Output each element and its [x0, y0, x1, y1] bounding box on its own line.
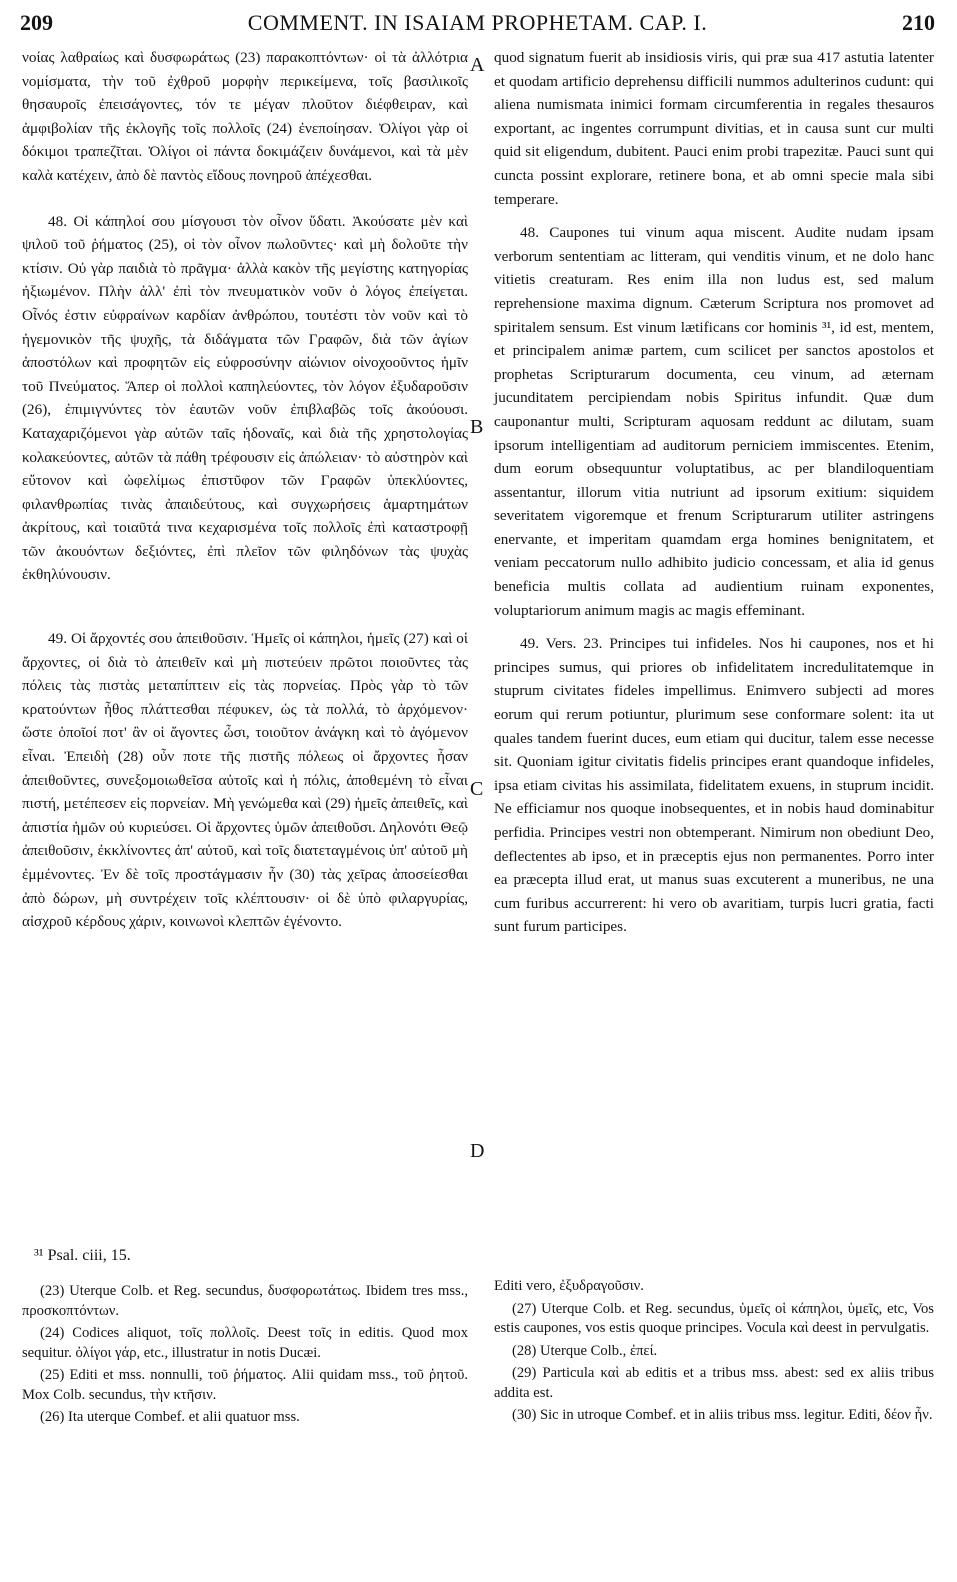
- footnote: (24) Codices aliquot, τοῖς πολλοῖς. Deest τοῖς in editis. Quod mox sequitur. ὀλίγοι γάρ, etc., illustratur in notis Ducæi.: [22, 1325, 468, 1361]
- margin-letter-c: C: [470, 778, 484, 800]
- footnote: (30) Sic in utroque Combef. et in aliis tribus mss. legitur. Editi, δέον ἦν.: [512, 1407, 933, 1423]
- footnote: Editi vero, ἐξυδραγοῦσιν.: [494, 1278, 644, 1294]
- margin-letter-b: B: [470, 416, 484, 438]
- margin-letter-a: A: [470, 54, 485, 76]
- footnotes-left: [22, 1282, 468, 1431]
- page-number-right: 210: [902, 10, 935, 35]
- footnote: (28) Uterque Colb., ἐπεί.: [512, 1342, 658, 1359]
- latin-column: [494, 46, 934, 939]
- greek-column: [22, 46, 468, 934]
- footnotes-right: [494, 1277, 934, 1429]
- footnote: (29) Particula καὶ ab editis et a tribus mss. abest: sed ex aliis tribus addita est.: [494, 1365, 934, 1401]
- footnote: (26) Ita uterque Combef. et alii quatuor mss.: [40, 1409, 300, 1425]
- greek-paragraph: νοίας λαθραίως καὶ δυσφωράτως (23) παρακοπτόντων· οἱ τὰ ἀλλότρια νομίσματα, τὴν τοῦ ἐχθροῦ μορφὴν περικείμενα, τοῖς βασιλικοῖς θησαυροῖς ἐπεισάγοντες, τόν τε μέγαν πλοῦτον διέφθειραν, καὶ ἀμφιβολίαν τῆς ἐκλογῆς τοῖς πολλοῖς (24) ἐνεποίησαν. Ὀλίγοι γὰρ οἱ δόκιμοι τραπεζῖται. Ὀλίγοι οἱ πάντα δοκιμάζειν δυνάμενοι, καὶ τὰ μὲν καλὰ κατέχειν, ἀπὸ δὲ παντὸς εἴδους πονηροῦ ἀπέχεσθαι.: [22, 49, 468, 184]
- greek-paragraph: 49. Οἱ ἄρχοντές σου ἀπειθοῦσιν. Ἡμεῖς οἱ κάπηλοι, ἡμεῖς (27) καὶ οἱ ἄρχοντες, οἱ διὰ τὸ ἀπειθεῖν καὶ μὴ πιστεύειν πρῶτοι ποιοῦντες τὰς πόλεις τὰς πιστὰς μεταπίπτειν εἰς τὰς πορνείας. Πρὸς γὰρ τὸ τῶν κρατούντων ἦθος πλάττεσθαι πέφυκεν, ὡς τὰ πολλά, τὸ ἀρχόμενον· ὥστε ὁποῖοί ποτ' ἂν οἱ ἄγοντες ὦσι, τοιοῦτον ἀνάγκη καὶ τὸ ἀγόμενον εἶναι. Ἐπειδὴ (28) οὖν ποτε τῆς πιστῆς πόλεως οἱ ἄρχοντες ἦσαν ἀπειθοῦντες, συνεξομοιωθεῖσα αὐτοῖς καὶ ἡ πόλις, ἀποθεμένη τὸ εἶναι πιστή, μετέπεσεν εἰς πορνείαν. Μὴ γενώμεθα καὶ (29) ἡμεῖς ἀπειθεῖς, καὶ ἀπιστία ἡμῶν οὐ κυριεύσει. Οἱ ἄρχοντες ὑμῶν ἀπειθοῦσι. Δηλονότι Θεῷ ἀπειθοῦσιν, ἐκκλίνοντες ἀπ' αὐτοῦ, καὶ τοῖς διατεταγμένοις ὑπ' αὐτοῦ μὴ ἐμμένοντες. Ἐν δὲ τοῖς προστάγμασιν ἦν (30) τὰς χεῖρας ἀποσείεσθαι ἀπὸ δώρων, μὴ συντρέχειν τοῖς κλέπτουσιν· οἱ δὲ ὑπὸ φιλαργυρίας, αἰσχροῦ κέρδους χάριν, κοινωνοὶ κλεπτῶν ἐγένοντο.: [22, 630, 468, 931]
- latin-paragraph: quod signatum fuerit ab insidiosis viris, qui præ sua 417 astutia latenter et quodam artificio deprehensu difficili nummos adulterinos cudunt: qui aliena numismata inimici formam circumferentia in regales thesauros exportant, ac ingentes corrumpunt divitias, et in causa sunt cur multi quid sit eligendum, dubitent. Pauci enim probi trapezitæ. Pauci sunt qui cuncta possint explorare, retinere bona, et ab omni specie mala sibi temperare.: [494, 49, 934, 208]
- footnote: (23) Uterque Colb. et Reg. secundus, δυσφορωτάτως. Ibidem tres mss., προσκοπτόντων.: [22, 1283, 468, 1319]
- page-header: [20, 10, 935, 44]
- scripture-reference: ³¹ Psal. ciii, 15.: [34, 1247, 131, 1264]
- greek-paragraph: 48. Οἱ κάπηλοί σου μίσγουσι τὸν οἶνον ὕδατι. Ἀκούσατε μὲν καὶ ψιλοῦ τοῦ ῥήματος (25), οἱ τὸν οἶνον πωλοῦντες· καὶ μὴ δολοῦτε τὴν κτίσιν. Οὐ γὰρ παιδιὰ τὸ πρᾶγμα· ἀλλὰ κακὸν τῆς μεγίστης κατηγορίας ἠξιωμένον. Πλὴν ἀλλ' ἐπὶ τὸν πνευματικὸν νοῦν ὁ λόγος ἐπείγεται. Οἶνός ἐστιν εὐφραίνων καρδίαν ἀνθρώπου, τουτέστι τὸν νοῦν καὶ τὸ ἡγεμονικὸν τῆς ψυχῆς, τὰ διδάγματα τῶν Γραφῶν, διὰ τῶν ἁγίων ἀποστόλων καὶ προφητῶν εἰς εὐφροσύνην αἰώνιον οἰνοχοοῦντος ἡμῖν τοῦ Πνεύματος. Ἅπερ οἱ πολλοὶ καπηλεύοντες, τὸν λόγον ἐξυδαροῦσιν (26), ἐπιμιγνύντες τὸν ἑαυτῶν νοῦν ἐπιβλαβῶς τοῖς ἀκούουσι. Καταχαριζόμενοι γὰρ αὐτῶν ταῖς ἡδοναῖς, καὶ διὰ τῆς χρηστολογίας κολακεύοντες, αὐτῶν τὰ πάθη τρέφουσιν εἰς ἀπώλειαν· τὸ αὐστηρὸν καὶ εὔτονον καὶ ὠφελίμως ἐπιστῦφον τῶν Γραφῶν ὑπεκλύοντες, φιλανθρωπίας τινὰς ἀπαιδεύτους, καὶ συγχωρήσεις ἁμαρτημάτων ἀκρίτους, καὶ τοιαῦτά τινα κεχαρισμένα τοῖς πολλοῖς ἐπὶ καταστροφῇ τῶν ἀκουόντων δεξιόντες, ἐπὶ πλεῖον τῶν φιληδόνων τὰς ψυχὰς ἐκθηλύνουσιν.: [22, 212, 468, 584]
- footnote: (25) Editi et mss. nonnulli, τοῦ ῥήματος. Alii quidam mss., τοῦ ῥητοῦ. Mox Colb. secundus, τὴν κτῆσιν.: [22, 1367, 468, 1403]
- latin-paragraph: 48. Caupones tui vinum aqua miscent. Audite nudam ipsam verborum sententiam ac litteram, qui venditis vinum, et ne dolo hanc vitietis creaturam. Res enim illa non ludus est, sed malum reprehensione maxima dignum. Cæterum Scriptura nos promovet ad spiritalem sensum. Est vinum lætificans cor hominis ³¹, id est, mentem, et principalem animæ partem, cum scilicet per sanctos apostolos et prophetas Scripturarum documenta, ceu vinum, ad æternam jucunditatem percipiendam nobis Spiritus infundit. Quæ dum cauponantur multi, Scripturam aquosam reddunt ac dilutam, suam ipsorum intelligentiam ad auditorum perniciem immiscentes. Etenim, dum eorum obsequuntur voluptatibus, ac per blandiloquentiam assentantur, illorum vitia nutriunt ad ipsorum exitium: siquidem severitatem vigoremque et frenum Scripturarum utiliter astringens enervante, et imperitam quamdam erga homines benignitatem, et veniam peccatorum nullo adhibito judicio concessam, et alia id genus beneficia multis collata ad audientium ruinam exponentes, voluptariorum animum magis ac magis effeminant.: [494, 224, 934, 619]
- footnote: (27) Uterque Colb. et Reg. secundus, ὑμεῖς οἱ κάπηλοι, ὑμεῖς, etc, Vos estis caupones, vos estis quoque principes. Vocula καὶ deest in pervulgatis.: [494, 1300, 934, 1336]
- page-number-left: 209: [20, 10, 53, 35]
- running-title: COMMENT. IN ISAIAM PROPHETAM. CAP. I.: [247, 10, 708, 35]
- latin-paragraph: 49. Vers. 23. Principes tui infideles. Nos hi caupones, nos et hi principes sumus, qui priores ob infidelitatem incredulitatemque in stuprum civitates fideles impellimus. Enimvero subjecti ad mores eorum qui rerum potiuntur, plurimum sese conformare solent: ita ut quales tandem fuerint duces, eum etiam qui ducitur, talem esse necesse sit. Quoniam igitur civitatis fidelis principes erant quandoque infideles, ipsa etiam civitas his assimilata, fidelitatem exuens, in stuprum incidit. Ne efficiamur nos quoque inobsequentes, et in nobis haud dominabitur perfidia. Principes vestri non obtemperant. Nimirum non obediunt Deo, deflectentes ab ipso, et in præceptis ejus non permanentes. Porro inter ea præcepta illud erat, ut manus suas excuterent a muneribus, ne una cum furibus accurrerent: hi vero ob avaritiam, turpis lucri gratia, facti sunt furum participes.: [494, 635, 934, 936]
- margin-letter-d: D: [470, 1140, 485, 1162]
